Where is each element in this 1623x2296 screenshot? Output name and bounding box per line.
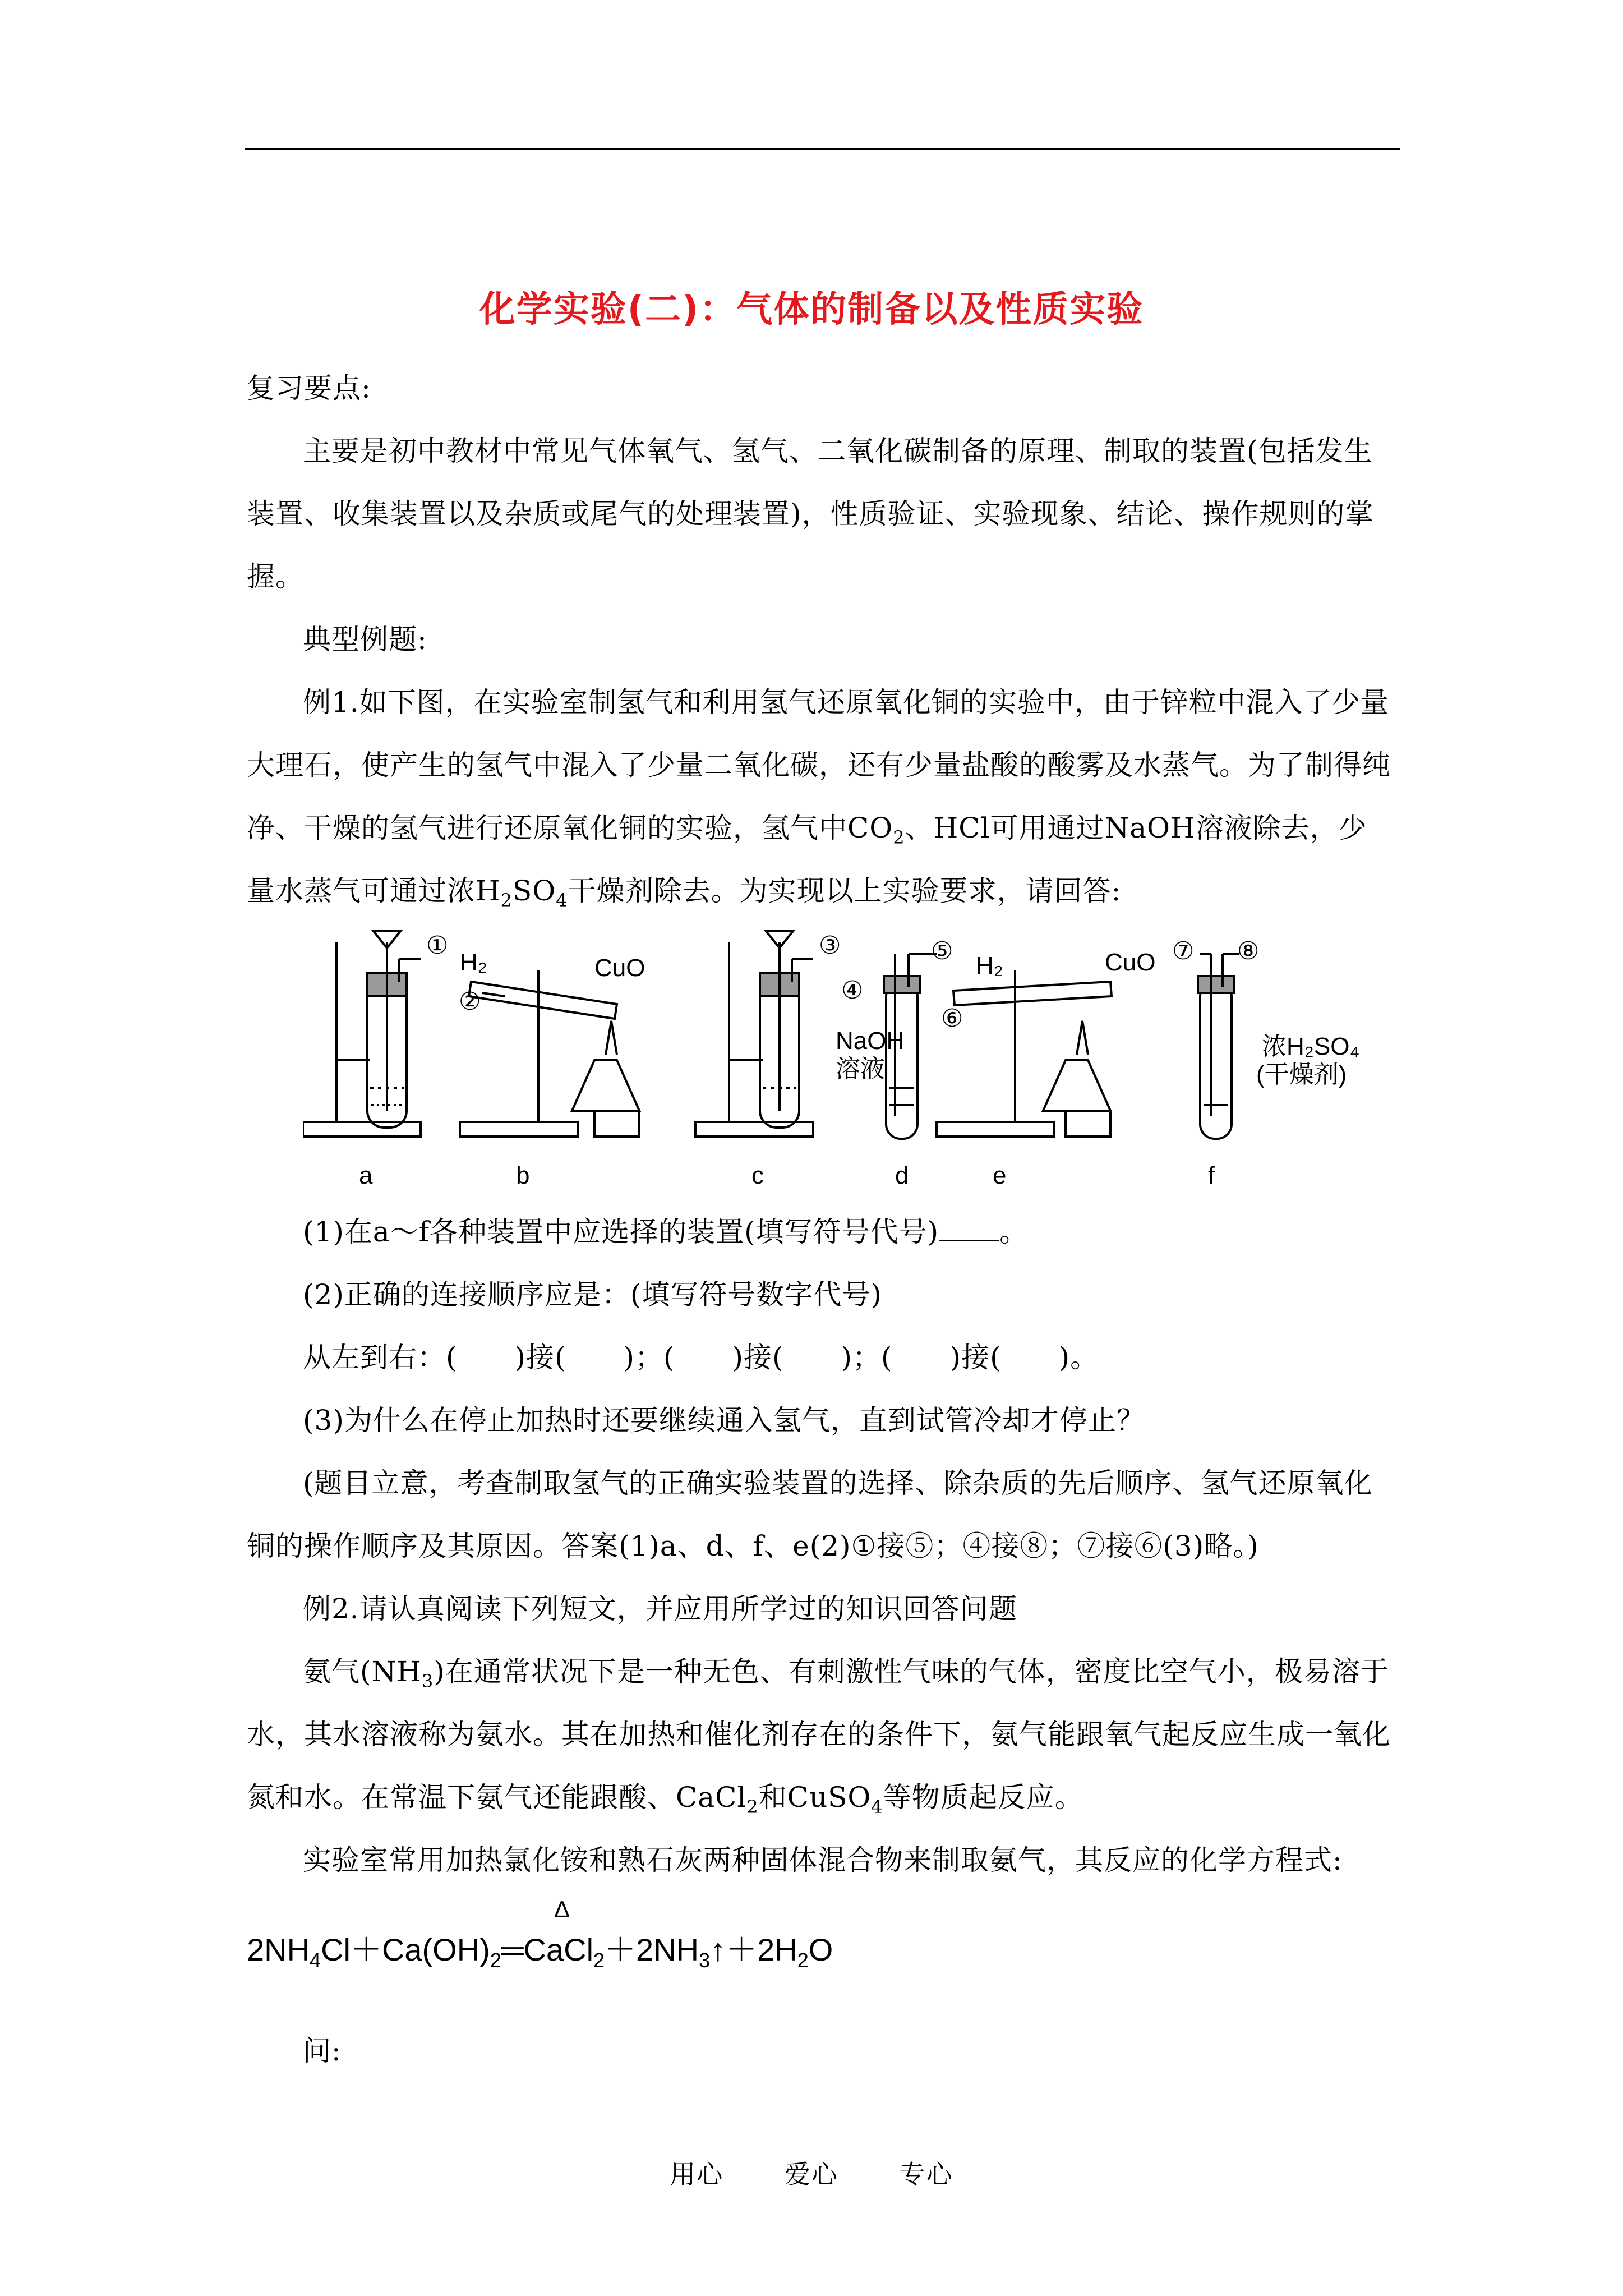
chemical-equation: Δ $2NH_4Cl+Ca(OH)_2═CaCl_2+2NH_3↑+2H_2O$ (247, 1896, 833, 1972)
label-c: c (751, 1162, 764, 1189)
page-title: 化学实验(二)：气体的制备以及性质实验 (479, 289, 1144, 330)
footer-item: 爱心 (785, 2159, 838, 2189)
examples-heading: 典型例题: (303, 623, 427, 656)
example1-answer: (题目立意，考查制取氢气的正确实验装置的选择、除杂质的先后顺序、氢气还原氧化铜的操作顺序及其原因。答案(1)a、d、f、e(2)①接⑤；④接⑧；⑦接⑥(3)略。) (247, 1467, 1373, 1562)
question-3: (3)为什么在停止加热时还要继续通入氢气，直到试管冷却才停止？ (303, 1404, 1145, 1437)
label-solution: 溶液 (836, 1055, 885, 1083)
apparatus-diagram (303, 920, 1413, 1200)
label-h2-e: H₂ (976, 952, 1003, 979)
question-1: (1)在a～f各种装置中应选择的装置(填写符号代号) 。 (303, 1216, 1029, 1248)
footer-item: 用心 (670, 2159, 724, 2189)
review-heading: 复习要点: (247, 372, 371, 404)
label-n7: ⑦ (1172, 937, 1195, 965)
label-cuo-e: CuO (1105, 949, 1156, 976)
label-f: f (1208, 1162, 1215, 1189)
example2-ask: 问: (303, 2035, 342, 2067)
apparatus-e (937, 970, 1112, 1137)
label-conc-h2so4: 浓H₂SO₄ (1262, 1033, 1360, 1060)
label-n3: ③ (819, 932, 841, 959)
label-n2: ② (459, 988, 481, 1015)
label-cuo-b: CuO (594, 954, 645, 982)
question-2-line: 从左到右：( )接( )；( )接( )；( )接( )。 (303, 1341, 1099, 1374)
example1-intro: 例1.如下图，在实验室制氢气和利用氢气还原氧化铜的实验中，由于锌粒中混入了少量大理石，使产生的氢气中混入了少量二氧化碳，还有少量盐酸的酸雾及水蒸气。为了制得纯净、干燥的氢气进行还原氧化铜的实验，氢气中$CO_2$、HCl可用通过NaOH溶液除去，少量水蒸气可通过浓$H_2SO_4$干燥剂除去。为实现以上实验要求，请回答: (247, 686, 1391, 911)
label-n4: ④ (841, 977, 864, 1004)
label-n1: ① (426, 932, 449, 959)
label-n8: ⑧ (1237, 937, 1260, 965)
answer-blank[interactable] (939, 1235, 999, 1241)
label-naoh: NaOH (836, 1027, 905, 1055)
heat-symbol: Δ (554, 1896, 570, 1922)
label-desiccant: (干燥剂) (1256, 1061, 1347, 1088)
label-h2-b: H₂ (460, 949, 487, 976)
label-n5: ⑤ (931, 937, 953, 965)
header-rule (245, 148, 1400, 150)
label-b: b (516, 1162, 530, 1189)
review-text: 主要是初中教材中常见气体氧气、氢气、二氧化碳制备的原理、制取的装置(包括发生装置、收集装置以及杂质或尾气的处理装置)，性质验证、实验现象、结论、操作规则的掌握。 (247, 435, 1374, 593)
example2-paragraph-1: 氨气$(NH_3)$在通常状况下是一种无色、有刺激性气味的气体，密度比空气小，极易溶于水，其水溶液称为氨水。其在加热和催化剂存在的条件下，氨气能跟氧气起反应生成一氧化氮和水。在常温下氨气还能跟酸、CaCl$_2$和CuSO$_4$等物质起反应。 (247, 1655, 1391, 1818)
page-footer (0, 2154, 1623, 2191)
apparatus-a (303, 931, 421, 1137)
apparatus-c (695, 931, 813, 1137)
apparatus-b (460, 970, 639, 1137)
example2-paragraph-2: 实验室常用加热氯化铵和熟石灰两种固体混合物来制取氨气，其反应的化学方程式: (303, 1844, 1343, 1876)
label-a: a (359, 1162, 373, 1189)
example2-intro: 例2.请认真阅读下列短文，并应用所学过的知识回答问题 (303, 1593, 1017, 1625)
label-d: d (895, 1162, 909, 1189)
question-2: (2)正确的连接顺序应是：(填写符号数字代号) (303, 1278, 882, 1311)
apparatus-f (1198, 954, 1239, 1139)
label-e: e (993, 1162, 1007, 1189)
footer-item: 专心 (899, 2159, 953, 2189)
label-n6: ⑥ (941, 1005, 963, 1032)
